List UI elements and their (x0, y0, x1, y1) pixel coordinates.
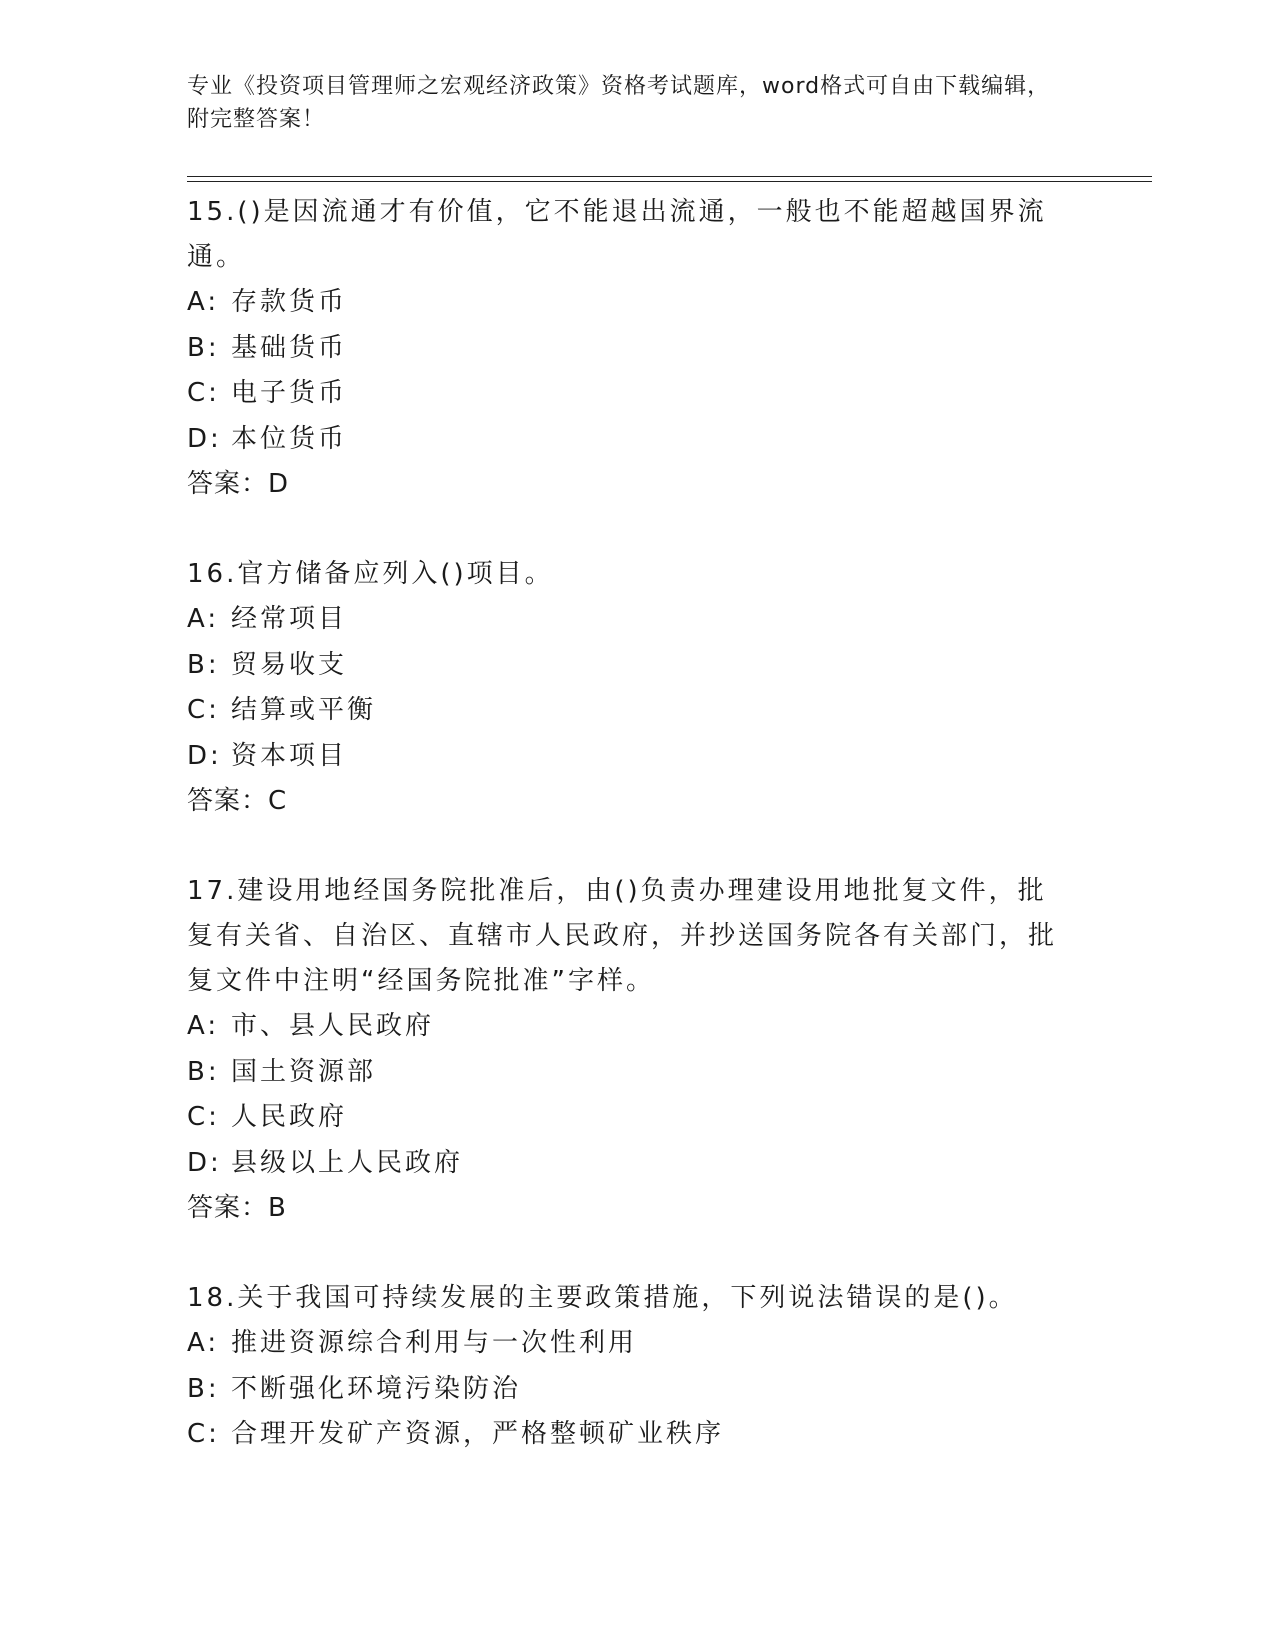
option-label: C: (187, 695, 220, 725)
option-text: 贸易收支 (231, 649, 348, 680)
option-label: D: (187, 740, 222, 771)
option-text: 资本项目 (231, 740, 348, 771)
option-text: 推进资源综合利用与一次性利用 (231, 1328, 638, 1358)
option-text: 人民政府 (231, 1102, 348, 1132)
option-label: A: (187, 604, 220, 634)
option-label: C: (187, 1419, 220, 1449)
option-label: D: (187, 423, 222, 454)
option-text: 本位货币 (231, 423, 348, 454)
option-text: 结算或平衡 (231, 695, 377, 725)
option-text: 国土资源部 (231, 1056, 377, 1087)
option-text: 县级以上人民政府 (231, 1147, 464, 1178)
option-b (187, 326, 1152, 372)
question-16 (187, 552, 1152, 824)
option-label: A: (187, 1328, 220, 1358)
option-label: B: (187, 332, 220, 363)
option-d (187, 734, 1152, 780)
question-stem: 17.建设用地经国务院批准后，由()负责办理建设用地批复文件，批复有关省、自治区、直辖市人民政府，并抄送国务院各有关部门，批复文件中注明“经国务院批准”字样。 (187, 876, 1058, 996)
option-a (187, 280, 1152, 326)
option-label: A: (187, 287, 220, 317)
option-text: 电子货币 (231, 378, 348, 408)
option-a (187, 1004, 1152, 1050)
option-label: C: (187, 1102, 220, 1132)
option-c (187, 688, 1152, 734)
option-label: B: (187, 649, 220, 680)
option-text: 基础货币 (231, 332, 348, 363)
question-stem: 18.关于我国可持续发展的主要政策措施，下列说法错误的是()。 (187, 1283, 1018, 1313)
header-divider (187, 176, 1152, 182)
option-b (187, 1050, 1152, 1096)
question-list (187, 190, 1152, 1458)
option-text: 经常项目 (231, 604, 348, 634)
option-d (187, 417, 1152, 463)
option-c (187, 1095, 1152, 1141)
option-b (187, 643, 1152, 689)
option-c (187, 1412, 1152, 1458)
option-a (187, 597, 1152, 643)
document-header: 专业《投资项目管理师之宏观经济政策》资格考试题库，word格式可自由下载编辑，附完整答案！ (187, 74, 1051, 132)
question-18 (187, 1276, 1152, 1458)
option-label: B: (187, 1373, 220, 1404)
answer-line: 答案：D (187, 469, 290, 499)
answer-line: 答案：C (187, 786, 288, 816)
option-text: 合理开发矿产资源，严格整顿矿业秩序 (231, 1419, 725, 1449)
option-text: 市、县人民政府 (231, 1011, 435, 1041)
option-c (187, 371, 1152, 417)
question-17 (187, 869, 1152, 1231)
option-text: 不断强化环境污染防治 (231, 1373, 522, 1404)
option-label: D: (187, 1147, 222, 1178)
question-stem: 16.官方储备应列入()项目。 (187, 559, 554, 589)
option-b (187, 1367, 1152, 1413)
option-label: A: (187, 1011, 220, 1041)
question-stem: 15.()是因流通才有价值，它不能退出流通，一般也不能超越国界流通。 (187, 197, 1047, 272)
option-d (187, 1141, 1152, 1187)
question-15 (187, 190, 1152, 507)
option-text: 存款货币 (231, 287, 348, 317)
option-label: C: (187, 378, 220, 408)
document-page (187, 70, 1152, 1503)
option-a (187, 1321, 1152, 1367)
option-label: B: (187, 1056, 220, 1087)
answer-line: 答案：B (187, 1193, 287, 1223)
